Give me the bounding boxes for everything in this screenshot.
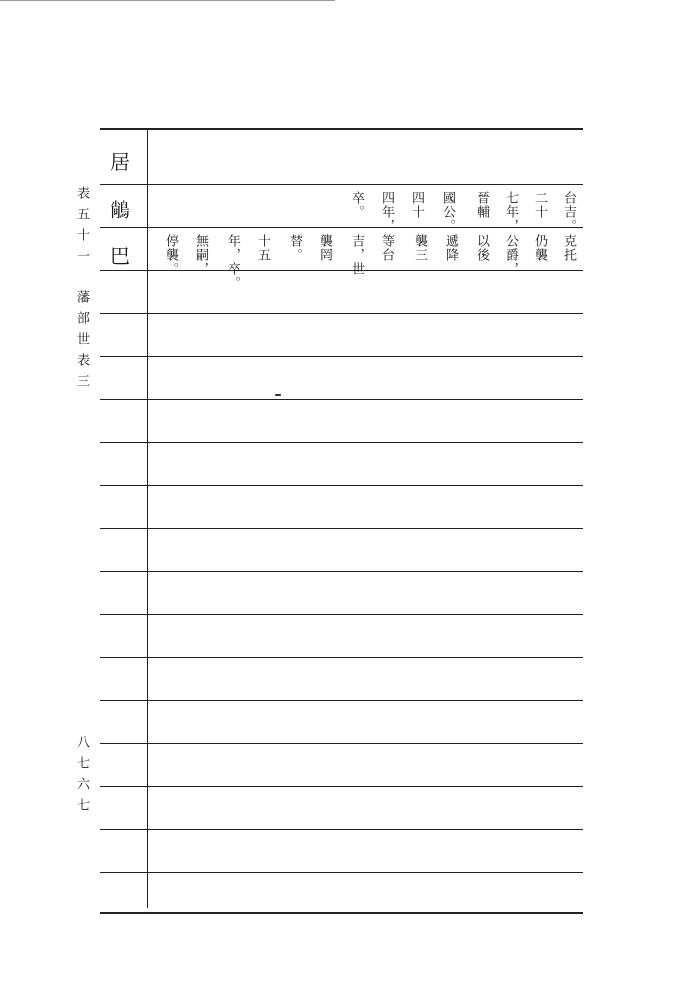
grid-line	[100, 829, 583, 830]
grid-line	[100, 872, 583, 873]
grid-line	[100, 571, 583, 572]
grid-line	[100, 743, 583, 744]
row2-column: 克托	[561, 234, 576, 262]
row1-column: 四十	[409, 191, 424, 219]
grid-line	[100, 786, 583, 787]
row1-column: 卒。	[349, 191, 364, 219]
row2-column: 仍襲	[532, 234, 547, 262]
grid-line	[100, 399, 583, 400]
table-top-border	[100, 128, 583, 130]
page-number: 八七六七	[74, 735, 89, 819]
grid-line	[100, 528, 583, 529]
row2-column: 替。	[287, 234, 302, 262]
row1-column: 晉輔	[474, 191, 489, 219]
grid-line	[100, 313, 583, 314]
row1-column: 七年，	[503, 191, 518, 233]
row2-column: 襲罔	[317, 234, 332, 262]
row2-column: 停襲。	[163, 234, 178, 276]
row2-column: 襲三	[412, 234, 427, 262]
margin-title-bottom: 藩部世表三	[74, 290, 89, 395]
grid-line	[100, 657, 583, 658]
grid-line	[100, 356, 583, 357]
grid-line	[100, 614, 583, 615]
grid-line	[100, 485, 583, 486]
top-edge-rule	[0, 0, 335, 1]
row2-column: 年，卒。	[225, 234, 240, 290]
header-char: 巴	[110, 244, 130, 268]
row2-column: 吉，世	[349, 234, 364, 276]
header-divider	[147, 128, 148, 908]
row2-column: 等台	[379, 234, 394, 262]
table-bottom-border	[100, 912, 583, 914]
row2-column: 以後	[474, 234, 489, 262]
grid-line	[100, 442, 583, 443]
header-char: 𪁺	[110, 198, 130, 222]
grid-line	[100, 700, 583, 701]
row1-column: 四年，	[379, 191, 394, 233]
row2-column: 無嗣，	[193, 234, 208, 276]
row2-column: 十五	[255, 234, 270, 262]
row1-column: 國公。	[440, 191, 455, 233]
row1-column: 台吉。	[561, 191, 576, 233]
grid-line	[100, 184, 583, 185]
header-char: 居	[110, 150, 130, 174]
row1-column: 二十	[532, 191, 547, 219]
scan-speck	[275, 394, 281, 396]
margin-title-top: 表五十一	[74, 186, 89, 270]
row2-column: 公爵，	[503, 234, 518, 276]
row2-column: 遞降	[443, 234, 458, 262]
